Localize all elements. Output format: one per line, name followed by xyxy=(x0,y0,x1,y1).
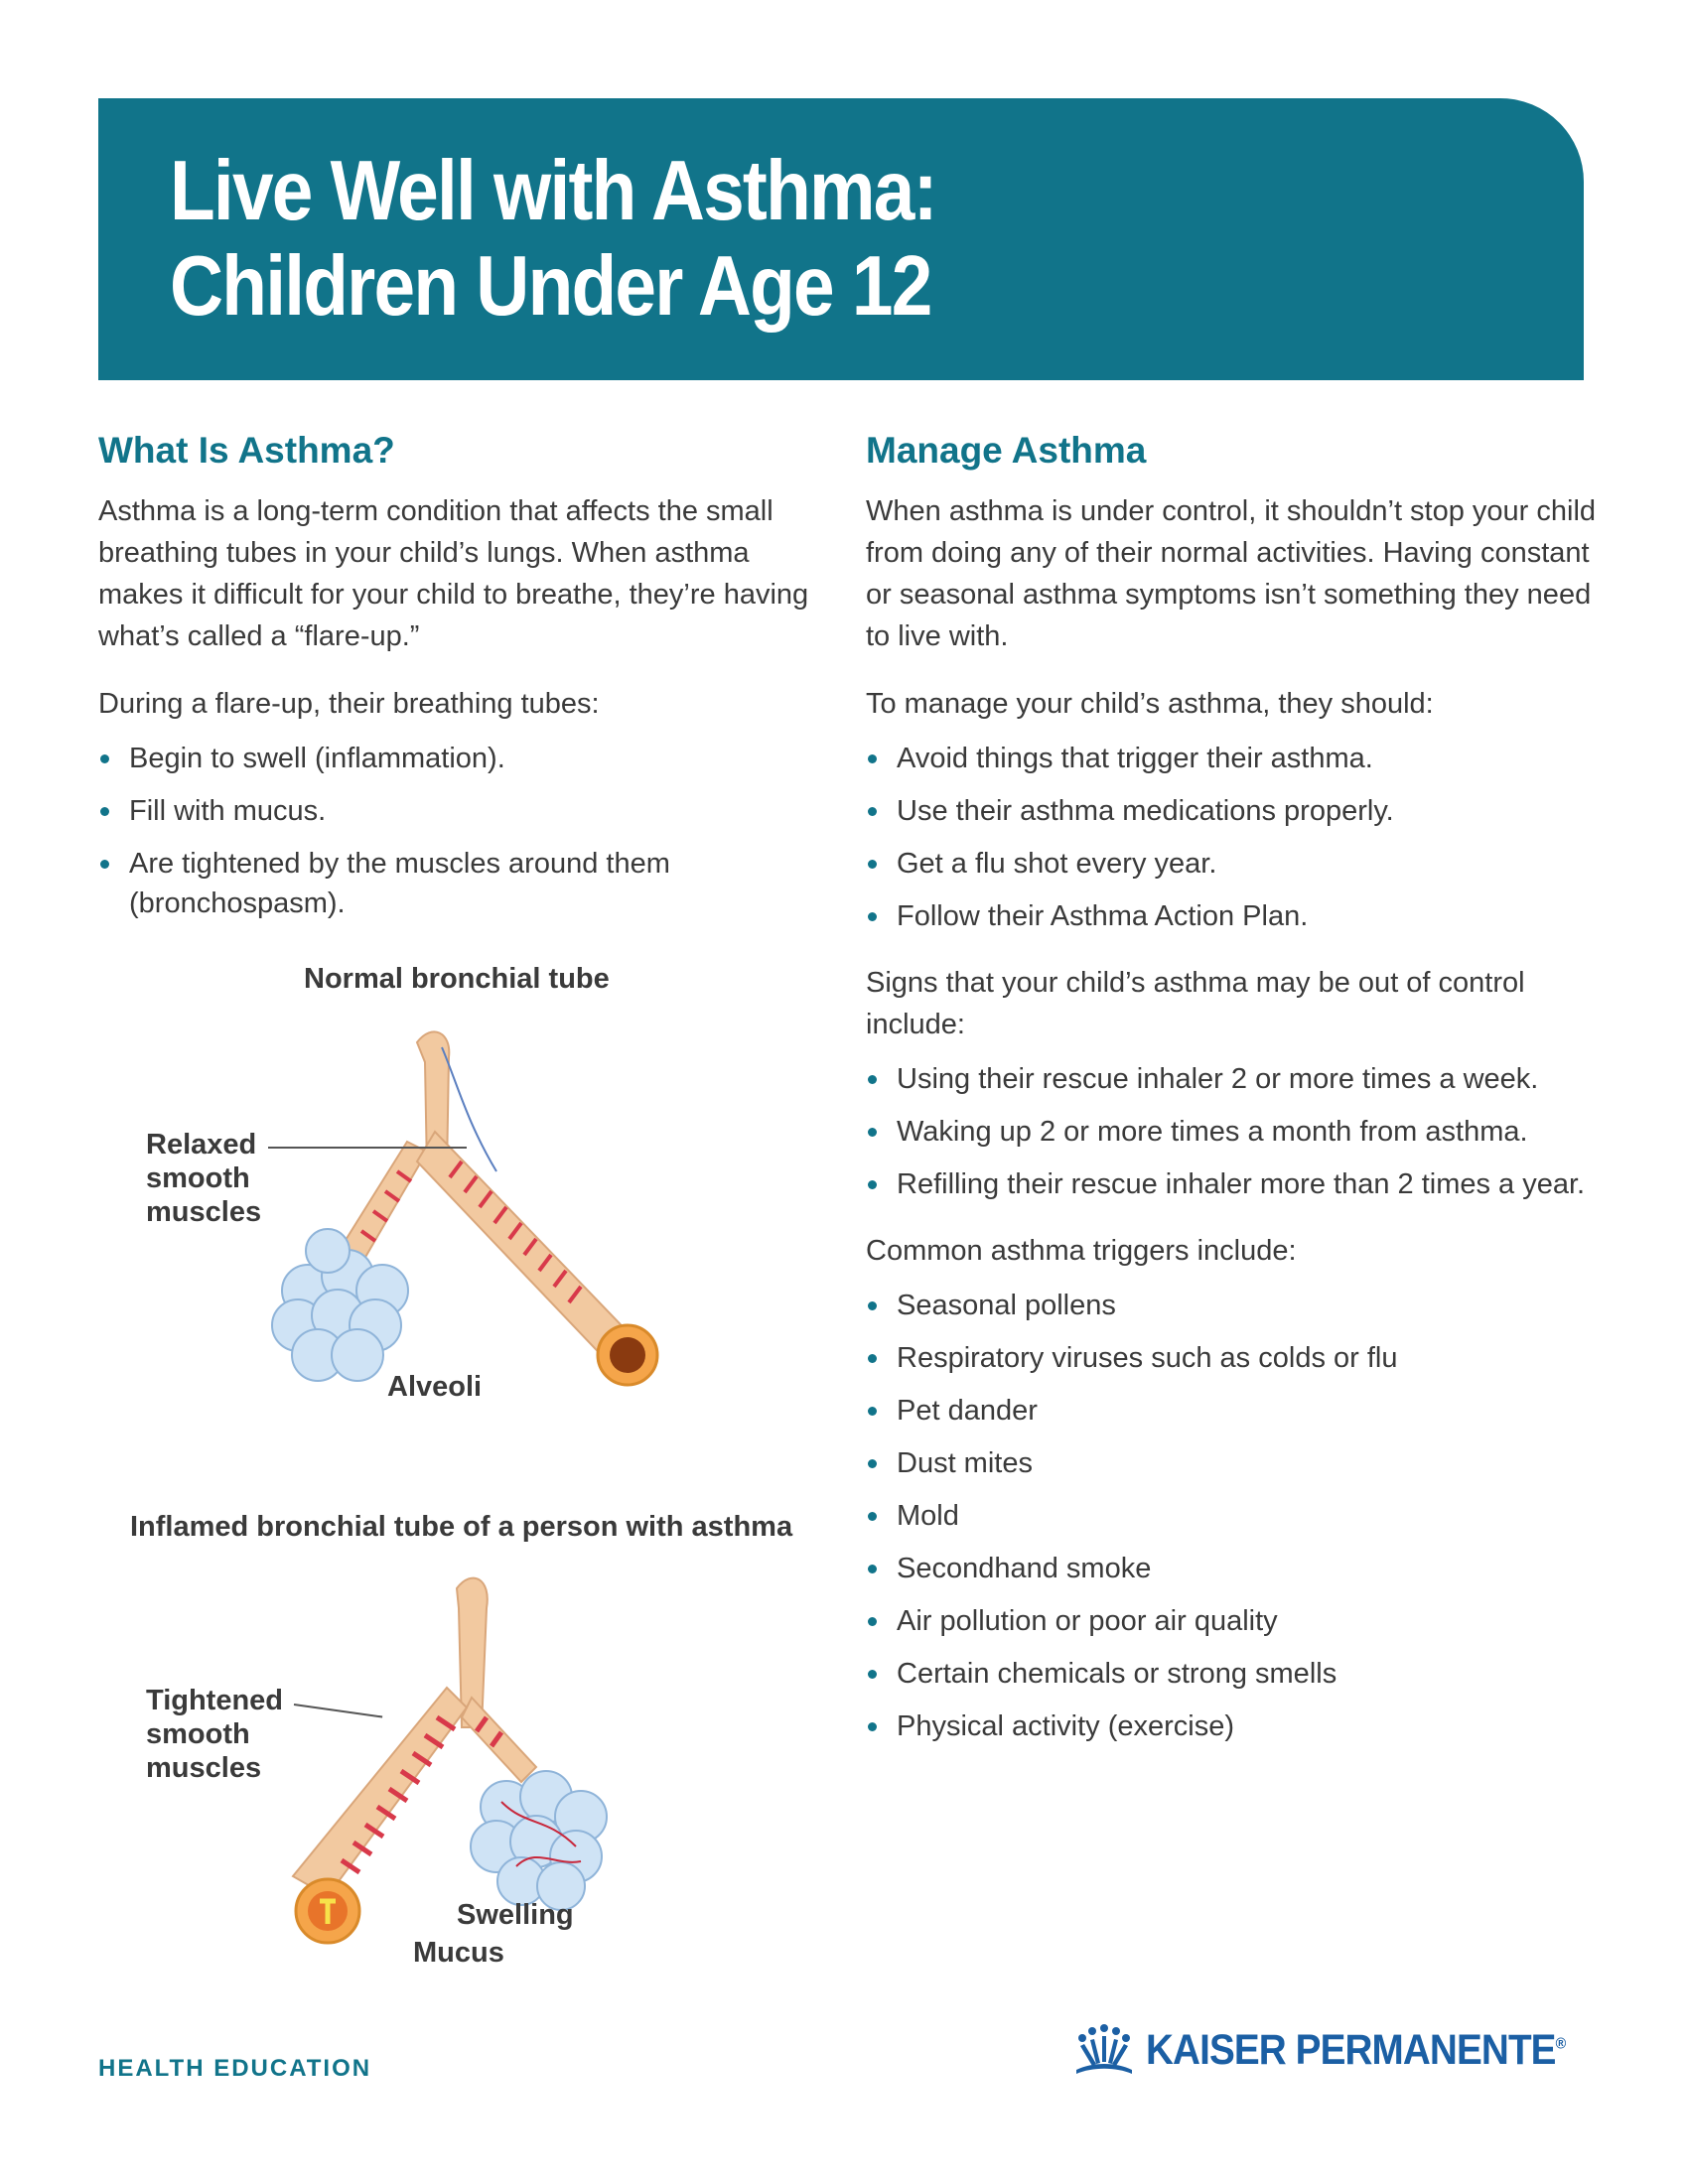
list-item: Get a flu shot every year. xyxy=(866,844,1601,884)
list-item: Respiratory viruses such as colds or flu xyxy=(866,1338,1601,1378)
list-item: Using their rescue inhaler 2 or more times a week. xyxy=(866,1059,1601,1099)
registered-mark: ® xyxy=(1555,2035,1566,2053)
signs-list xyxy=(866,1059,1601,1204)
list-item: Pet dander xyxy=(866,1391,1601,1431)
page-title xyxy=(170,144,936,335)
swelling-label: Swelling xyxy=(457,1899,574,1931)
manage-asthma-intro: When asthma is under control, it shouldn’t stop your child from doing any of their normal activities. Having constant or seasonal asthma symptoms isn’t something they need to live with. xyxy=(866,495,1597,652)
triggers-lead: Common asthma triggers include: xyxy=(866,1235,1297,1267)
relaxed-muscles-label: Relaxed smooth muscles xyxy=(146,1129,262,1228)
flare-up-lead: During a flare-up, their breathing tubes: xyxy=(98,688,600,720)
list-item: Waking up 2 or more times a month from asthma. xyxy=(866,1112,1601,1152)
list-item: Begin to swell (inflammation). xyxy=(98,739,813,778)
list-item: Follow their Asthma Action Plan. xyxy=(866,896,1601,936)
list-item: Refilling their rescue inhaler more than 2 times a year. xyxy=(866,1164,1601,1204)
normal-bronchial-tube-illustration xyxy=(258,1023,675,1390)
health-education-label: HEALTH EDUCATION xyxy=(98,2055,372,2082)
tightened-muscles-label: Tightened smooth muscles xyxy=(146,1685,284,1784)
what-is-asthma-section xyxy=(98,425,813,949)
manage-asthma-section xyxy=(866,425,1601,1772)
title-line-2: Children Under Age 12 xyxy=(170,239,931,334)
list-item: Air pollution or poor air quality xyxy=(866,1601,1601,1641)
relaxed-muscles-leader-line xyxy=(268,1147,467,1149)
list-item: Seasonal pollens xyxy=(866,1286,1601,1325)
title-line-1: Live Well with Asthma: xyxy=(170,144,936,238)
what-is-asthma-intro: Asthma is a long-term condition that affects the small breathing tubes in your child’s lungs. When asthma makes it difficult for your child to breathe, they’re having what’s called a “flare-up.” xyxy=(98,495,809,652)
inflamed-tube-figure-title: Inflamed bronchial tube of a person with asthma xyxy=(130,1511,793,1543)
kaiser-permanente-logo xyxy=(1072,2020,1612,2080)
list-item: Secondhand smoke xyxy=(866,1549,1601,1588)
list-item: Avoid things that trigger their asthma. xyxy=(866,739,1601,778)
mucus-label: Mucus xyxy=(413,1937,504,1969)
normal-tube-figure-title: Normal bronchial tube xyxy=(304,963,610,995)
section-heading-what-is-asthma: What Is Asthma? xyxy=(98,430,395,471)
manage-lead: To manage your child’s asthma, they should: xyxy=(866,688,1434,720)
list-item: Mold xyxy=(866,1496,1601,1536)
list-item: Are tightened by the muscles around them (bronchospasm). xyxy=(98,844,813,923)
title-banner xyxy=(98,98,1584,380)
brand-name: KAISER PERMANENTE xyxy=(1146,2025,1556,2074)
list-item: Certain chemicals or strong smells xyxy=(866,1654,1601,1694)
manage-list xyxy=(866,739,1601,936)
kp-logo-icon xyxy=(1072,2020,1136,2080)
list-item: Physical activity (exercise) xyxy=(866,1706,1601,1746)
alveoli-label: Alveoli xyxy=(387,1371,483,1403)
signs-lead: Signs that your child’s asthma may be out of control include: xyxy=(866,967,1525,1040)
flare-up-list xyxy=(98,739,813,923)
triggers-list xyxy=(866,1286,1601,1746)
list-item: Fill with mucus. xyxy=(98,791,813,831)
section-heading-manage-asthma: Manage Asthma xyxy=(866,430,1147,471)
list-item: Use their asthma medications properly. xyxy=(866,791,1601,831)
list-item: Dust mites xyxy=(866,1443,1601,1483)
